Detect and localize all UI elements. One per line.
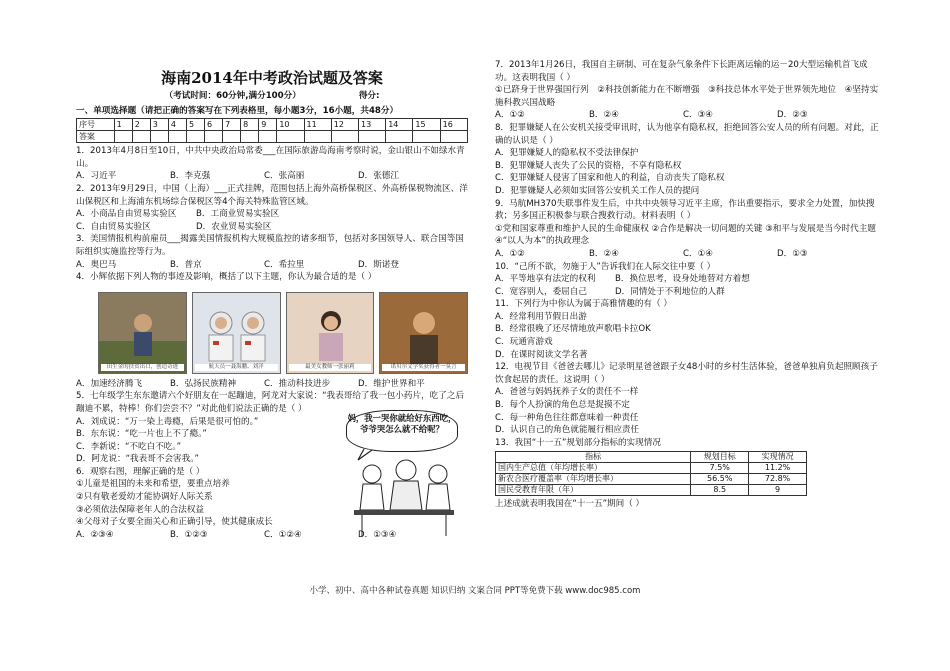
option: D．维护世界和平 xyxy=(358,378,425,389)
answer-cell[interactable] xyxy=(205,131,223,143)
question-12-option-b: B．每个人扮演的角色总是捉摸不定 xyxy=(495,400,630,411)
question-8-option-c: C．犯罪嫌疑人侵害了国家和他人的利益，自动丧失了隐私权 xyxy=(495,173,725,184)
question-12-option-a: A．爸爸与妈妈抚养子女的责任不一样 xyxy=(495,387,639,398)
option: A．奥巴马 xyxy=(76,259,117,270)
plan-header-cell: 实现情况 xyxy=(749,452,807,463)
option: B．②④ xyxy=(589,110,619,121)
question-1: 1．2013年4月8日至10日，中共中央政治局常委___在国际旅游岛海南考察时说，金山银山不如绿水青山。 xyxy=(76,146,465,169)
option: D．张德江 xyxy=(358,171,399,182)
answer-num: 6 xyxy=(205,119,223,131)
option: C．自由贸易实验区 xyxy=(76,221,151,232)
question-6: 6．观察右图，理解正确的是（ ） xyxy=(76,466,205,477)
exam-info xyxy=(76,90,468,103)
question-9: 9．马航MH370失联事件发生后，中共中央领导习近平主席，作出重要指示，要求全力处置，加快搜救；另多国正积极参与联合搜救行动。材料表明（ ） xyxy=(495,198,875,222)
answer-num: 4 xyxy=(168,119,186,131)
question-6-item: ①儿童是祖国的未来和希望，要重点培养 xyxy=(76,479,230,490)
answer-num: 12 xyxy=(331,119,358,131)
question-8-option-a: A．犯罪嫌疑人的隐私权不受法律保护 xyxy=(495,148,639,159)
answer-cell[interactable] xyxy=(386,131,413,143)
question-10-options-ab xyxy=(495,273,880,286)
question-5: 5．七年级学生东东邀请六个好朋友在一起蹦迪，阿龙对大家说：“我表哥给了我一包小药片，吃了之后蹦迪不累，特棒！你们尝尝不？”对此他们说法正确的是（ ） xyxy=(76,391,465,414)
cartoon-drawing xyxy=(344,410,462,540)
answer-num: 8 xyxy=(241,119,259,131)
answer-table-number-row xyxy=(77,119,468,131)
right-column xyxy=(495,59,880,511)
question-8-option-d: D．犯罪嫌疑人必须如实回答公安机关工作人员的提问 xyxy=(495,185,700,196)
plan-cell: 7.5% xyxy=(691,463,749,474)
question-7-items: ①已跻身于世界强国行列 ②科技创新能力在不断增强 ③科技总体水平处于世界领先地位 ④坚持实施科教兴国战略 xyxy=(495,85,879,108)
option: A．习近平 xyxy=(76,171,117,182)
question-11-option-b: B．经常很晚了还尽情地放声歌唱卡拉OK xyxy=(495,324,651,335)
answer-num: 10 xyxy=(277,119,304,131)
photo-writer xyxy=(379,292,468,374)
answer-cell[interactable] xyxy=(304,131,331,143)
teacher-image xyxy=(287,293,375,373)
score-label: 得分: xyxy=(358,91,380,101)
answer-cell[interactable] xyxy=(150,131,168,143)
photo-caption: 最美女教师一张丽莉 xyxy=(289,364,372,371)
question-8: 8．犯罪嫌疑人在公安机关接受审讯时，认为他享有隐私权，拒绝回答公安人员的所有问题。对此，正确的认识是（ ） xyxy=(495,122,879,146)
answer-num: 3 xyxy=(150,119,168,131)
section-heading: 一、单项选择题（请把正确的答案写在下列表格里，每小题3分，16小题，共48分） xyxy=(76,105,399,116)
option: B．工商业贸易实验区 xyxy=(196,209,280,220)
question-7: 7．2013年1月26日，我国自主研制、可在复杂气象条件下长距离运输的运－20大型运输机首飞成功。这表明我国（ ） xyxy=(495,60,868,83)
photo-teacher xyxy=(286,292,375,374)
answer-cell[interactable] xyxy=(223,131,241,143)
answer-num: 14 xyxy=(386,119,413,131)
option: B．普京 xyxy=(170,259,202,270)
astronauts-image xyxy=(193,293,281,373)
option: A．①② xyxy=(495,110,525,121)
question-12-option-c: C．每一种角色往往都意味着一种责任 xyxy=(495,412,639,423)
answer-num: 7 xyxy=(223,119,241,131)
answer-cell[interactable] xyxy=(277,131,304,143)
question-6-item: ③必须依法保障老年人的合法权益 xyxy=(76,504,205,515)
question-1-options xyxy=(76,170,468,183)
answer-cell[interactable] xyxy=(331,131,358,143)
option: D．①③ xyxy=(777,248,808,259)
option: B．弘扬民族精神 xyxy=(170,378,237,389)
option: C．张高丽 xyxy=(264,171,305,182)
answer-cell[interactable] xyxy=(114,131,132,143)
option: A．平等地享有法定的权利 xyxy=(495,274,596,285)
option: A．加速经济腾飞 xyxy=(76,378,143,389)
table-row xyxy=(496,485,807,496)
question-13-tail: 上述成就表明我国在“十一五”期间（ ） xyxy=(495,499,645,510)
plan-cell: 新农合医疗覆盖率（年均增长率） xyxy=(496,474,691,485)
writer-image xyxy=(380,293,468,373)
cartoon xyxy=(344,410,462,540)
option: B．李克强 xyxy=(170,171,211,182)
answer-cell[interactable] xyxy=(259,131,277,143)
answer-cell[interactable] xyxy=(186,131,204,143)
answer-cell[interactable] xyxy=(241,131,259,143)
photo-caption: 诺贝尔文学奖获得者一莫言 xyxy=(382,364,465,371)
option: A．②③④ xyxy=(76,529,114,540)
question-5-option-c: C．李新说：“不吃白不吃。” xyxy=(76,441,182,452)
answer-num: 11 xyxy=(304,119,331,131)
question-2: 2．2013年9月29日，中国（上海）___正式挂牌，范围包括上海外高桥保税区、外高桥保税物流区、洋山保税区和上海浦东机场综合保税区等4个海关特殊监管区域。 xyxy=(76,183,468,207)
plan-cell: 72.8% xyxy=(749,474,807,485)
question-9-items: ①党和国家尊重和维护人民的生命健康权 ②合作是解决一切问题的关键 ③和平与发展是当今时代主题 ④“以人为本”的执政理念 xyxy=(495,223,876,247)
plan-table-header xyxy=(496,452,807,463)
question-2-options-ab xyxy=(76,208,468,221)
exam-title: 海南2014年中考政治试题及答案 xyxy=(161,69,383,87)
time-info: （考试时间：60分钟,满分100分） xyxy=(164,91,301,101)
plan-header-cell: 规划目标 xyxy=(691,452,749,463)
answer-num: 2 xyxy=(132,119,150,131)
question-4-options xyxy=(76,378,468,391)
answer-num: 5 xyxy=(186,119,204,131)
question-5-option-a: A．刘成说：“万一染上毒瘾，后果是很可怕的。” xyxy=(76,416,259,427)
plan-cell: 9 xyxy=(749,485,807,496)
answer-cell[interactable] xyxy=(440,131,467,143)
question-13: 13．我国“十一五”规划部分指标的实现情况 xyxy=(495,437,661,448)
answer-table-label: 序号 xyxy=(77,119,115,131)
question-5-body xyxy=(76,412,468,542)
plan-cell: 56.5% xyxy=(691,474,749,485)
answer-num: 9 xyxy=(259,119,277,131)
option: C．①②④ xyxy=(264,529,302,540)
farmer-image xyxy=(99,293,187,373)
question-3: 3．美国情报机构前雇员___揭露美国情报机构大规模监控的诸多细节，包括对多国领导人、联合国等国际组织实施监控等行为。 xyxy=(76,234,464,257)
cartoon-speech-bubble: 妈，我一哭你就给好东西吃，爷爷哭怎么就不给呢？ xyxy=(346,410,458,452)
answer-num: 15 xyxy=(413,119,440,131)
answer-row-label: 答案 xyxy=(77,131,115,143)
answer-cell[interactable] xyxy=(168,131,186,143)
option: D．同情处于不利地位的人群 xyxy=(615,286,725,297)
plan-table xyxy=(495,451,807,496)
option: A．小商品自由贸易实验区 xyxy=(76,209,177,220)
question-4: 4．小辉依据下列人物的事迹及影响，概括了以下主题，你认为最合适的是（ ） xyxy=(76,272,377,283)
question-9-options xyxy=(495,248,880,261)
plan-header-cell: 指标 xyxy=(496,452,691,463)
answer-cell[interactable] xyxy=(132,131,150,143)
question-11-option-a: A．经常利用节假日出游 xyxy=(495,311,587,322)
answer-num: 13 xyxy=(358,119,385,131)
table-row xyxy=(496,463,807,474)
question-11-option-c: C．玩通宵游戏 xyxy=(495,337,553,348)
photo-farmer xyxy=(98,292,187,374)
question-12: 12．电视节目《爸爸去哪儿》记录明星爸爸跟子女48小时的乡村生活体验，爸爸单独肩负起照顾孩子饮食起居的责任。这说明（ ） xyxy=(495,362,878,385)
question-8-option-b: B．犯罪嫌疑人丧失了公民的资格，不享有隐私权 xyxy=(495,160,682,171)
option: C．宽容别人，委屈自己 xyxy=(495,286,587,297)
question-2-options-cd xyxy=(76,221,468,234)
question-5-option-b: B．东东说：“吃一片也上不了瘾。” xyxy=(76,429,207,440)
option: B．②④ xyxy=(589,248,619,259)
plan-cell: 11.2% xyxy=(749,463,807,474)
answer-cell[interactable] xyxy=(358,131,385,143)
answer-num: 1 xyxy=(114,119,132,131)
option: D．斯诺登 xyxy=(358,259,399,270)
photo-caption: 田生金的扶贫出口，创造奇迹 xyxy=(101,364,184,371)
answer-table xyxy=(76,118,468,143)
option: B．①②③ xyxy=(170,529,208,540)
question-11-option-d: D．在课时阅读文学名著 xyxy=(495,349,588,360)
table-row xyxy=(496,474,807,485)
option: C．希拉里 xyxy=(264,259,305,270)
option: D．①③④ xyxy=(358,529,397,540)
footer: 小学、初中、高中各种试卷真题 知识归纳 文案合同 PPT等免费下载 www.doc985.com xyxy=(309,586,641,596)
question-6-item: ②只有敬老爱幼才能协调好人际关系 xyxy=(76,492,213,503)
answer-cell[interactable] xyxy=(413,131,440,143)
question-6-item: ④父母对子女要全面关心和正确引导，使其健康成长 xyxy=(76,517,273,528)
question-12-option-d: D．认识自己的角色就能履行相应责任 xyxy=(495,425,640,436)
answer-table-answer-row xyxy=(77,131,468,143)
photo-strip xyxy=(98,292,468,372)
question-3-options xyxy=(76,259,468,272)
left-column xyxy=(76,0,468,541)
question-10-options-cd xyxy=(495,286,880,299)
option: A．①② xyxy=(495,248,525,259)
option: B．换位思考，设身处地替对方着想 xyxy=(615,274,750,285)
option: C．③④ xyxy=(683,110,714,121)
photo-caption: 航天员一聂海鹏、刘洋 xyxy=(195,364,278,371)
option: D．农业贸易实验区 xyxy=(196,221,272,232)
question-10: 10．“己所不欲，勿施于人”告诉我们在人际交往中要（ ） xyxy=(495,261,716,272)
plan-cell: 国内生产总值（年均增长率） xyxy=(496,463,691,474)
question-11: 11．下列行为中你认为属于高雅情趣的有（ ） xyxy=(495,299,672,310)
question-7-options xyxy=(495,109,880,122)
plan-cell: 国民受教育年限（年） xyxy=(496,485,691,496)
option: C．推动科技进步 xyxy=(264,378,331,389)
photo-astronauts xyxy=(192,292,281,374)
option: D．②③ xyxy=(777,110,808,121)
answer-num: 16 xyxy=(440,119,467,131)
option: C．①④ xyxy=(683,248,714,259)
question-5-option-d: D．阿龙说：“我表哥不会害我。” xyxy=(76,454,199,465)
plan-cell: 8.5 xyxy=(691,485,749,496)
